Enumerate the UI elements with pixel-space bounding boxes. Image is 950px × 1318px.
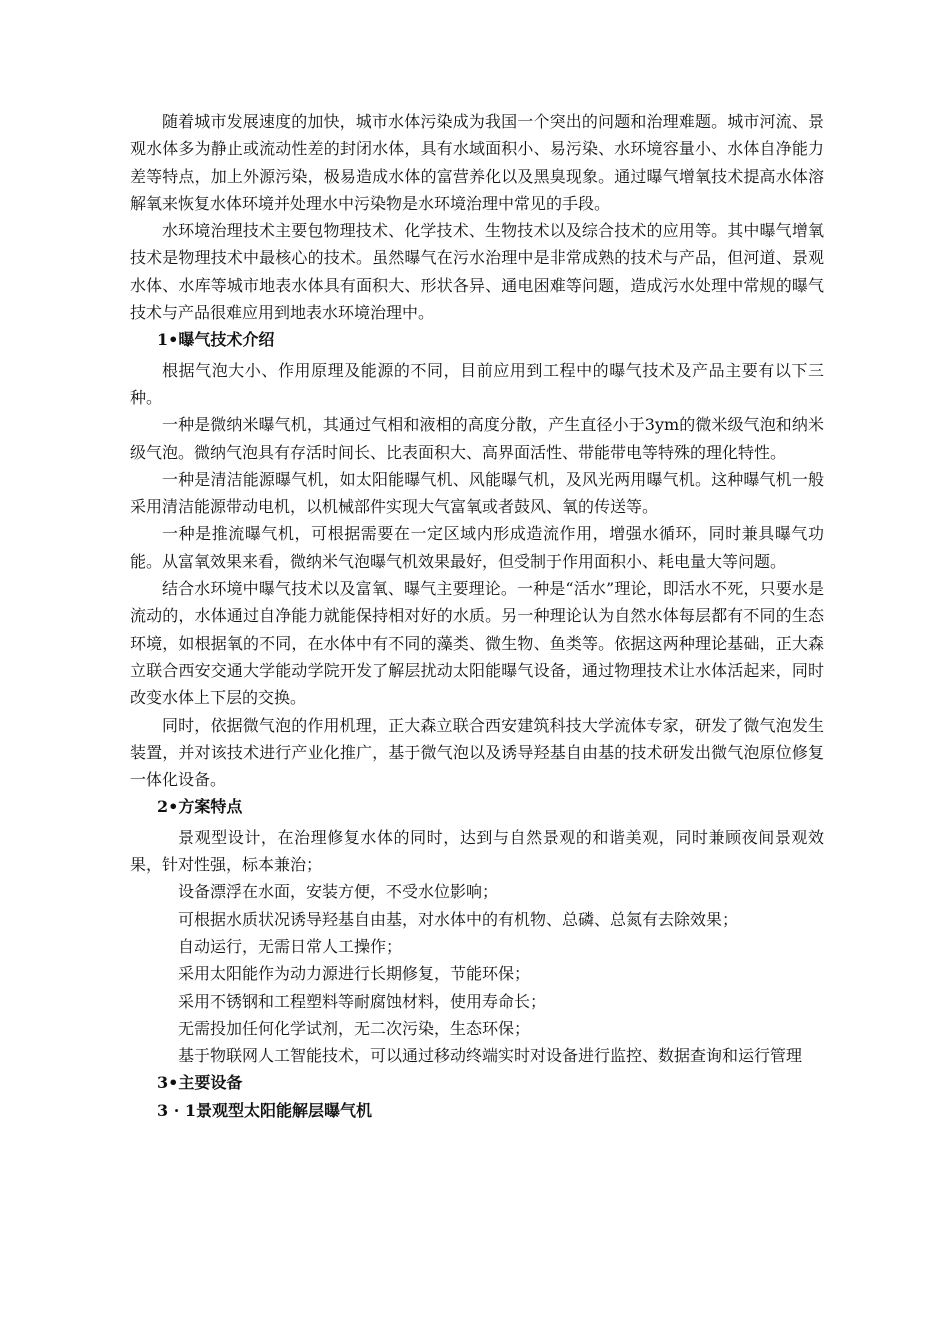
section-2-paragraph-last: 基于物联网人工智能技术，可以通过移动终端实时对设备进行监控、数据查询和运行管理 (178, 1046, 803, 1066)
feature-item: 自动运行，无需日常人工操作； (178, 936, 403, 956)
document-page (130, 108, 824, 1124)
feature-item: 无需投加任何化学试剂，无二次污染，生态环保； (178, 1018, 531, 1038)
feature-item: 采用不锈钢和工程塑料等耐腐蚀材料，使用寿命长； (178, 991, 547, 1011)
feature-item: 设备漂浮在水面，安装方便，不受水位影响； (178, 882, 499, 902)
feature-item: 可根据水质状况诱导羟基自由基，对水体中的有机物、总磷、总氮有去除效果； (178, 909, 739, 929)
section-1-paragraph-4: 一种是推流曝气机，可根据需要在一定区域内形成造流作用，增强水循环，同时兼具曝气功能。从富氧效果来看，微纳米气泡曝气机效果最好，但受制于作用面积小、耗电量大等问题。 (130, 524, 824, 571)
section-3-heading: 3•主要设备 (157, 1073, 243, 1093)
section-2-paragraph-1: 景观型设计，在治理修复水体的同时，达到与自然景观的和谐美观，同时兼顾夜间景观效果，针对性强，标本兼治； (130, 827, 824, 875)
section-1-paragraph-5: 结合水环境中曝气技术以及富氧、曝气主要理论。一种是“活水”理论，即活水不死，只要水是流动的，水体通过自净能力就能保持相对好的水质。另一种理论认为自然水体每层都有不同的生态环境，如根据氧的不同，在水体中有不同的藻类、微生物、鱼类等。依据这两种理论基础，正大森立联合西安交通大学能动学院开发了解层扰动太阳能曝气设备，通过物理技术让水体活起来，同时改变水体上下层的交换。 (130, 579, 824, 708)
section-1-paragraph-3: 一种是清洁能源曝气机，如太阳能曝气机、风能曝气机，及风光两用曝气机。这种曝气机一般采用清洁能源带动电机，以机械部件实现大气富氧或者鼓风、氧的传送等。 (130, 469, 824, 517)
intro-paragraph-1: 随着城市发展速度的加快，城市水体污染成为我国一个突出的问题和治理难题。城市河流、景观水体多为静止或流动性差的封闭水体，具有水域面积小、易污染、水环境容量小、水体自净能力差等特点，加上外源污染，极易造成水体的富营养化以及黑臭现象。通过曝气增氧技术提高水体溶解氧来恢复水体环境并处理水中污染物是水环境治理中常见的手段。 (130, 112, 824, 213)
section-2-heading: 2•方案特点 (157, 797, 243, 817)
feature-item: 采用太阳能作为动力源进行长期修复，节能环保； (178, 964, 531, 984)
intro-paragraph-2: 水环境治理技术主要包物理技术、化学技术、生物技术以及综合技术的应用等。其中曝气增氧技术是物理技术中最核心的技术。虽然曝气在污水治理中是非常成熟的技术与产品，但河道、景观水体、水库等城市地表水体具有面积大、形状各异、通电困难等问题，造成污水处理中常规的曝气技术与产品很难应用到地表水环境治理中。 (130, 221, 824, 323)
section-1-paragraph-1: 根据气泡大小、作用原理及能源的不同，目前应用到工程中的曝气技术及产品主要有以下三种。 (130, 360, 824, 407)
section-1-paragraph-6: 同时，依据微气泡的作用机理，正大森立联合西安建筑科技大学流体专家，研发了微气泡发生装置，并对该技术进行产业化推广，基于微气泡以及诱导羟基自由基的技术研发出微气泡原位修复一体化设备。 (130, 715, 824, 790)
section-1-heading: 1•曝气技术介绍 (157, 330, 275, 350)
section-1-paragraph-2: 一种是微纳米曝气机，其通过气相和液相的高度分散，产生直径小于3ym的微米级气泡和纳米级气泡。微纳气泡具有存活时间长、比表面积大、高界面活性、带能带电等特殊的理化特性。 (130, 415, 824, 462)
section-3-1-subheading: 3 · 1景观型太阳能解层曝气机 (157, 1100, 372, 1120)
